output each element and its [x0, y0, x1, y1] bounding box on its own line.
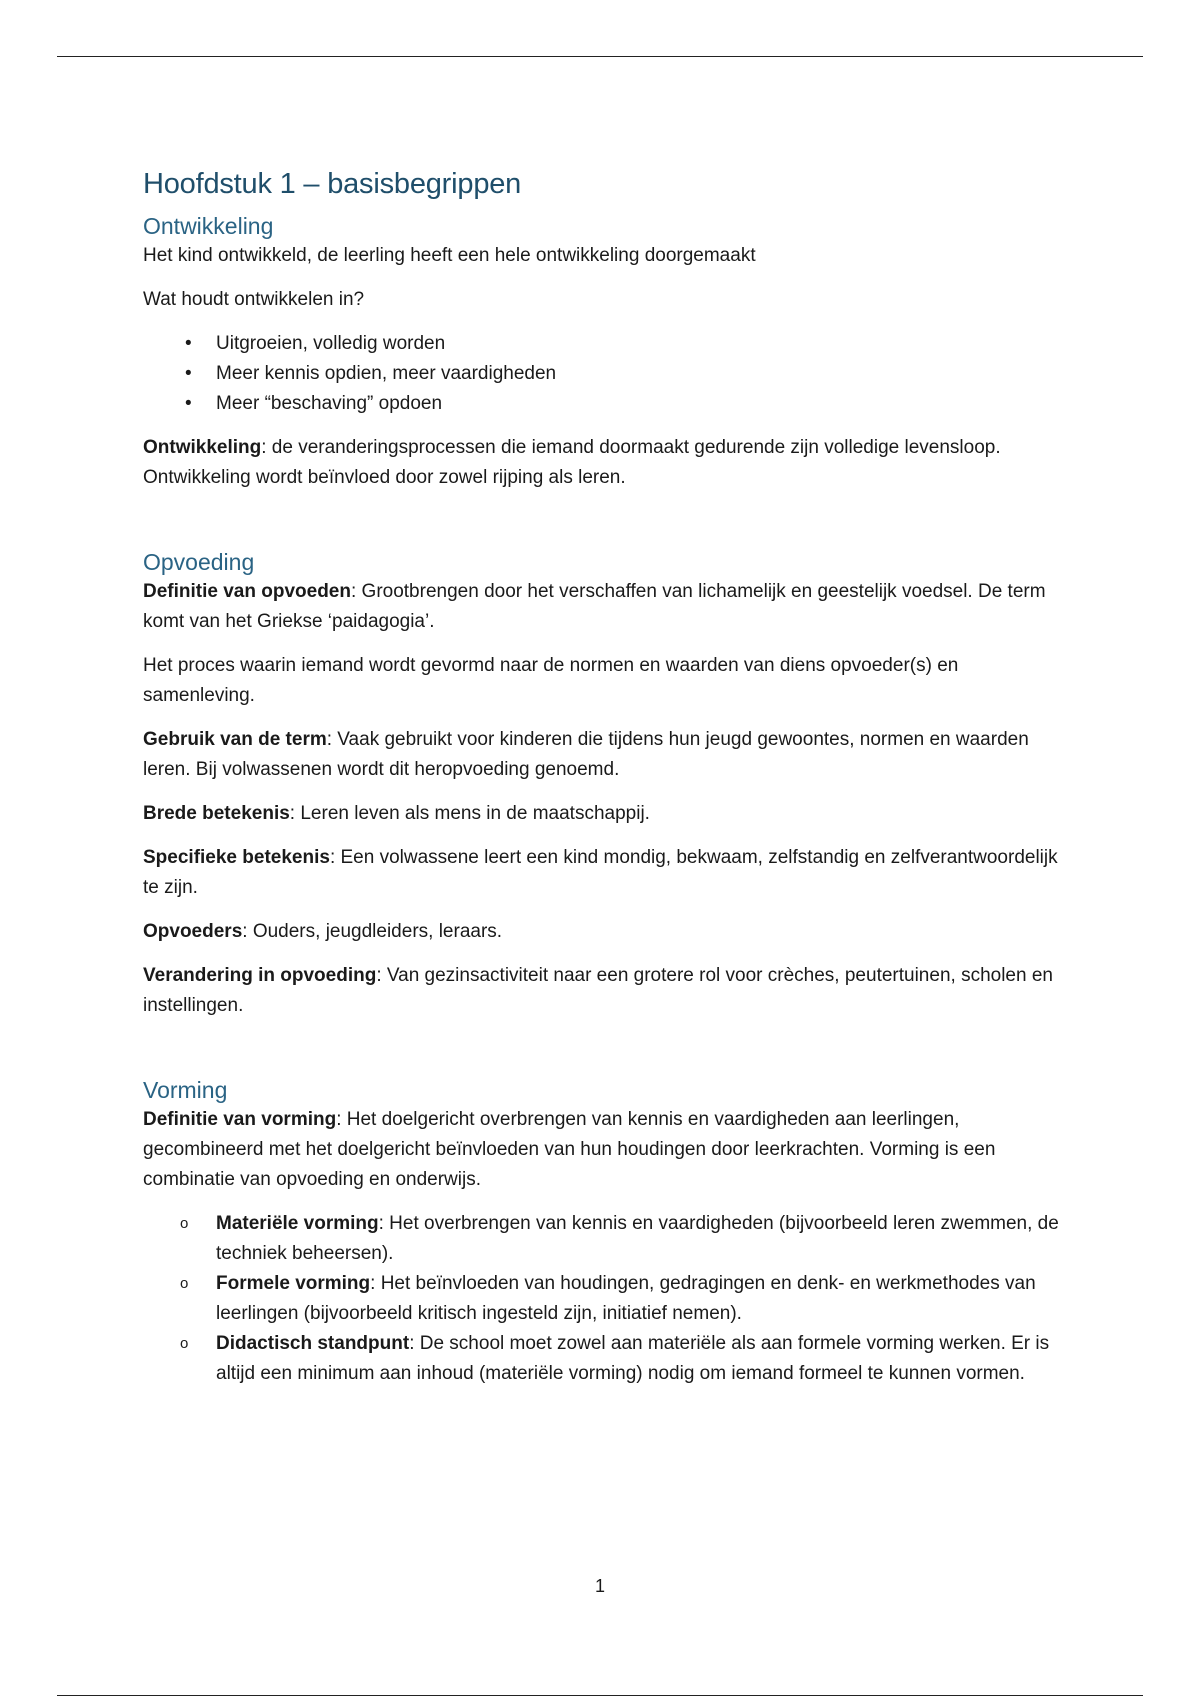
section-heading-ontwikkeling: Ontwikkeling — [143, 213, 274, 239]
circle-bullet-icon: o — [180, 1275, 189, 1292]
definition-term: Gebruik van de term — [143, 729, 327, 750]
list-item: • Meer “beschaving” opdoen — [185, 389, 1068, 419]
bullet-icon: • — [185, 393, 192, 414]
vorming-definition: Definitie van vorming: Het doelgericht overbrengen van kennis en vaardigheden aan leerlingen, gecombineerd met het doelgericht beïnvloeden van hun houdingen door leerkrachten. Vorming is een combinatie van opvoeding en onderwijs. — [143, 1109, 996, 1190]
opvoeding-specific: Specifieke betekenis: Een volwassene leert een kind mondig, bekwaam, zelfstandig en zelfverantwoordelijk te zijn. — [143, 847, 1058, 898]
ontwikkeling-intro: Het kind ontwikkeld, de leerling heeft een hele ontwikkeling doorgemaakt — [143, 245, 756, 266]
bullet-icon: • — [185, 363, 192, 384]
header-rule — [57, 56, 1143, 57]
page-content — [143, 168, 1068, 1389]
definition-term: Definitie van vorming — [143, 1109, 337, 1130]
ontwikkeling-bullet-list — [143, 329, 1068, 419]
definition-term: Specifieke betekenis — [143, 847, 330, 868]
definition-term: Opvoeders — [143, 921, 243, 942]
section-vorming — [143, 1075, 1068, 1389]
definition-term: Ontwikkeling — [143, 437, 262, 458]
list-item: • Uitgroeien, volledig worden — [185, 329, 1068, 359]
ontwikkeling-question: Wat houdt ontwikkelen in? — [143, 289, 365, 310]
section-opvoeding — [143, 547, 1068, 1021]
list-item: o Materiële vorming: Het overbrengen van kennis en vaardigheden (bijvoorbeeld leren zwemmen, de techniek beheersen). — [180, 1209, 1068, 1269]
bullet-icon: • — [185, 333, 192, 354]
section-heading-vorming: Vorming — [143, 1077, 228, 1103]
circle-bullet-icon: o — [180, 1215, 189, 1232]
page-number: 1 — [594, 1576, 605, 1596]
opvoeding-educators: Opvoeders: Ouders, jeugdleiders, leraars. — [143, 921, 503, 942]
list-item: o Formele vorming: Het beïnvloeden van houdingen, gedragingen en denk- en werkmethodes van leerlingen (bijvoorbeeld kritisch ingesteld zijn, initiatief nemen). — [180, 1269, 1068, 1329]
footer-rule — [57, 1695, 1143, 1696]
section-heading-opvoeding: Opvoeding — [143, 549, 255, 575]
definition-term: Definitie van opvoeden — [143, 581, 351, 602]
vorming-sublist — [143, 1209, 1068, 1389]
page-title: Hoofdstuk 1 – basisbegrippen — [143, 168, 522, 200]
definition-term: Verandering in opvoeding — [143, 965, 377, 986]
opvoeding-use: Gebruik van de term: Vaak gebruikt voor kinderen die tijdens hun jeugd gewoontes, normen en waarden leren. Bij volwassenen wordt dit heropvoeding genoemd. — [143, 729, 1029, 780]
opvoeding-definition: Definitie van opvoeden: Grootbrengen door het verschaffen van lichamelijk en geestelijk voedsel. De term komt van het Griekse ‘paidagogia’. — [143, 581, 1046, 632]
opvoeding-change: Verandering in opvoeding: Van gezinsactiviteit naar een grotere rol voor crèches, peutertuinen, scholen en instellingen. — [143, 965, 1053, 1016]
ontwikkeling-definition: Ontwikkeling: de veranderingsprocessen die iemand doormaakt gedurende zijn volledige levensloop. Ontwikkeling wordt beïnvloed door zowel rijping als leren. — [143, 437, 1001, 488]
opvoeding-process: Het proces waarin iemand wordt gevormd naar de normen en waarden van diens opvoeder(s) en samenleving. — [143, 655, 959, 706]
list-item: • Meer kennis opdien, meer vaardigheden — [185, 359, 1068, 389]
list-item: o Didactisch standpunt: De school moet zowel aan materiële als aan formele vorming werken. Er is altijd een minimum aan inhoud (materiële vorming) nodig om iemand formeel te kunnen vormen. — [180, 1329, 1068, 1389]
section-ontwikkeling — [143, 211, 1068, 493]
definition-term: Brede betekenis — [143, 803, 290, 824]
opvoeding-broad: Brede betekenis: Leren leven als mens in de maatschappij. — [143, 803, 650, 824]
circle-bullet-icon: o — [180, 1335, 189, 1352]
